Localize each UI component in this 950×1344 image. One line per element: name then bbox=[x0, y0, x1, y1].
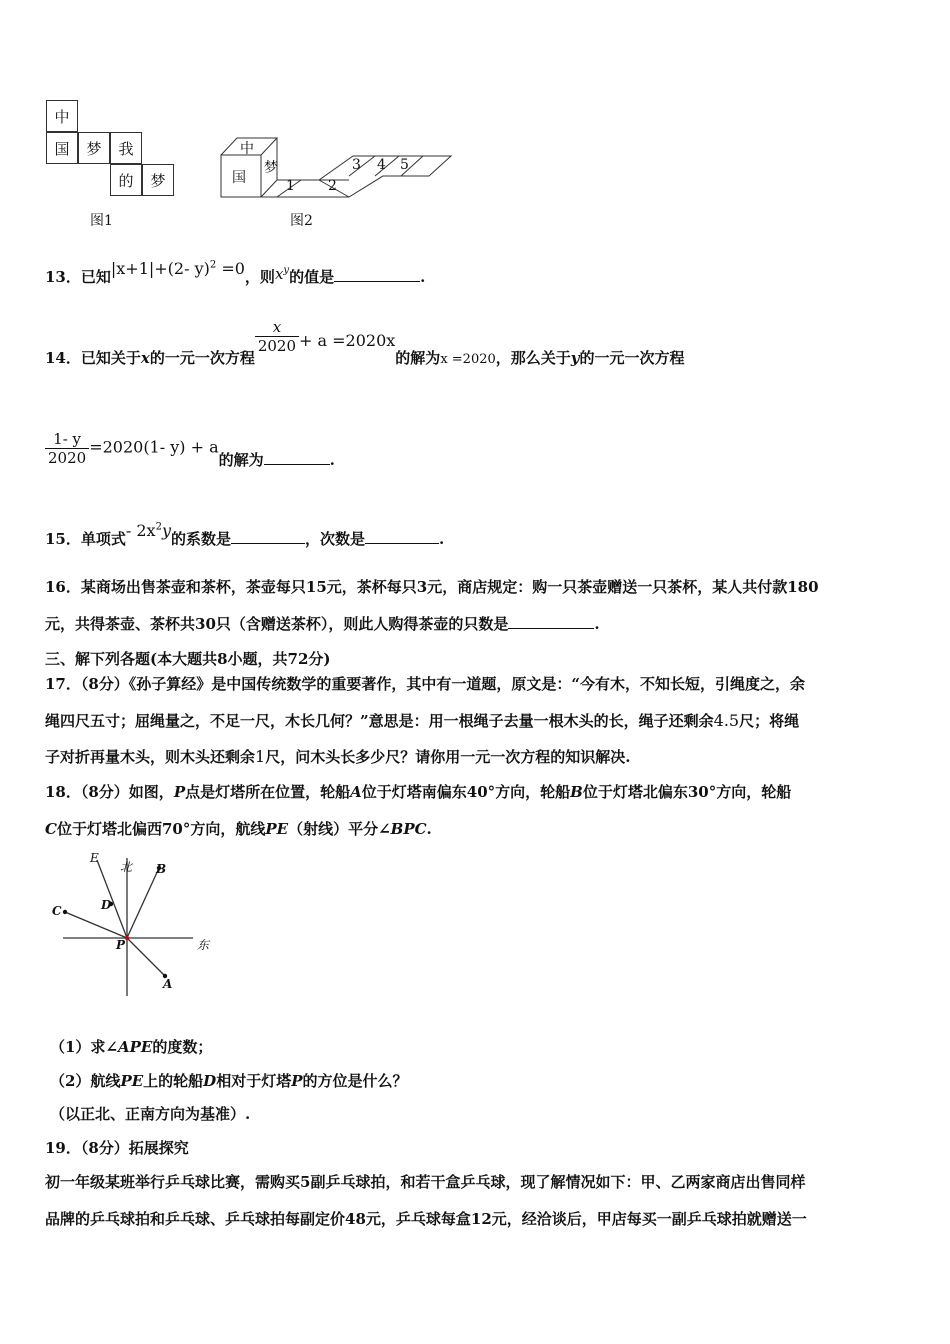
q18-sub2 bbox=[50, 1070, 408, 1091]
question-16-line1: 16．某商场出售茶壶和茶杯，茶壶每只15元，茶杯每只3元，商店规定：购一只茶壶赠送一只茶杯，某人共付款180 bbox=[45, 578, 819, 596]
fig3-drawing bbox=[55, 848, 225, 1003]
fig2-cube-label: 中 bbox=[240, 141, 254, 157]
q18-sub2-var-D: D bbox=[203, 1072, 217, 1090]
q18-var-BPC: BPC bbox=[390, 820, 427, 838]
question-14 bbox=[45, 318, 685, 367]
section-3-heading: 三、解下列各题(本大题共8小题，共72分) bbox=[45, 650, 331, 668]
fig2-number: 4 bbox=[377, 157, 386, 173]
q15-coefficient-blank[interactable] bbox=[231, 543, 305, 544]
q18-text: （射线）平分∠ bbox=[288, 820, 391, 838]
q15-mono-y: y bbox=[161, 521, 171, 540]
question-19-line2: 品牌的乒乓球拍和乒乓球、乒乓球拍每副定价48元，乒乓球每盒12元，经洽谈后，甲店每买一副乒乓球拍就赠送一 bbox=[45, 1210, 807, 1228]
q14-part3: 的解为 bbox=[395, 348, 441, 367]
q18-var-PE: PE bbox=[265, 820, 289, 838]
fig3-label-north: 北 bbox=[120, 860, 133, 874]
fig1-cell: 国 bbox=[46, 132, 78, 164]
q14-part2: 的一元一次方程 bbox=[149, 348, 255, 367]
q13-xy-sup: y bbox=[283, 265, 290, 276]
q15-mono-sup: 2 bbox=[155, 521, 162, 533]
q13-xy-base: x bbox=[274, 265, 284, 283]
q13-end: . bbox=[420, 268, 426, 286]
q14-prefix: 14．已知关于 bbox=[45, 348, 141, 367]
q17-num-4-5: 4.5 bbox=[713, 711, 740, 730]
question-14-line2 bbox=[45, 430, 335, 467]
q17-line3-a: 子对折再量木头，则木头还剩余 bbox=[45, 748, 256, 766]
question-18-line1 bbox=[45, 781, 791, 802]
fig2-caption: 图2 bbox=[290, 213, 313, 229]
q14-frac2-den: 2020 bbox=[48, 449, 87, 467]
fig2-number: 2 bbox=[328, 178, 337, 194]
q18-text: 18．（8分）如图， bbox=[45, 783, 174, 801]
q18-sub2-text: 相对于灯塔 bbox=[216, 1072, 292, 1090]
q15-monomial bbox=[126, 521, 171, 540]
q13-sup: 2 bbox=[209, 259, 217, 271]
q14-answer-blank[interactable] bbox=[264, 464, 330, 465]
q14-part6: 的解为 bbox=[218, 450, 264, 469]
question-19-title: 19．（8分）拓展探究 bbox=[45, 1139, 189, 1157]
q13-answer-blank[interactable] bbox=[334, 281, 420, 282]
question-19-line1: 初一年级某班举行乒乓球比赛，需购买5副乒乓球拍，和若干盒乒乓球，现了解情况如下：甲、乙两家商店出售同样 bbox=[45, 1173, 806, 1191]
q16-answer-blank[interactable] bbox=[508, 628, 594, 629]
q18-var-APE: APE bbox=[118, 1038, 153, 1056]
q18-sub1-text: （1）求∠ bbox=[50, 1038, 119, 1056]
q18-sub2-var-P: P bbox=[291, 1072, 303, 1090]
fig1-cell: 我 bbox=[110, 132, 142, 164]
q15-part3: ，次数是 bbox=[305, 530, 366, 548]
question-17-line1: 17．（8分）《孙子算经》是中国传统数学的重要著作，其中有一道题，原文是：“今有木，不知长短，引绳度之，余 bbox=[45, 675, 805, 693]
q18-sub1-text: 的度数； bbox=[152, 1038, 213, 1056]
q13-equation bbox=[111, 259, 245, 278]
question-17-line3 bbox=[45, 746, 630, 767]
q13-eq: =0 bbox=[216, 259, 245, 278]
q15-degree-blank[interactable] bbox=[365, 543, 439, 544]
q14-frac2-num: 1- y bbox=[45, 430, 89, 449]
q15-prefix: 15．单项式 bbox=[45, 530, 126, 548]
q14-part5: 的一元一次方程 bbox=[579, 348, 685, 367]
q15-end: . bbox=[439, 530, 445, 548]
q13-math: |x+1|+(2- y) bbox=[110, 259, 210, 278]
q18-text: . bbox=[426, 820, 432, 838]
q14-frac1-num: x bbox=[255, 318, 299, 337]
q17-line3-b: 尺，问木头长多少尺？请你用一元一次方程的知识解决. bbox=[265, 748, 631, 766]
question-13 bbox=[45, 259, 426, 287]
q18-text: 位于灯塔北偏东30°方向，轮船 bbox=[582, 783, 792, 801]
fig3-label-P: P bbox=[116, 938, 126, 952]
q18-sub2-text: （2）航线 bbox=[50, 1072, 121, 1090]
fig1-cell: 梦 bbox=[142, 164, 174, 196]
q14-end: . bbox=[329, 450, 335, 469]
q17-num-1: 1 bbox=[255, 747, 266, 766]
q14-frac1-den: 2020 bbox=[257, 337, 297, 355]
q18-sub2-var-PE: PE bbox=[120, 1072, 144, 1090]
q18-var-B: B bbox=[570, 783, 583, 801]
q18-text: 位于灯塔南偏东40°方向，轮船 bbox=[361, 783, 571, 801]
fig3-label-C: C bbox=[52, 904, 62, 918]
q17-line2-b: 尺；将绳 bbox=[739, 712, 800, 730]
fig3-label-E: E bbox=[90, 851, 99, 865]
q14-fraction-1 bbox=[255, 318, 299, 355]
q13-suffix: 的值是 bbox=[289, 268, 335, 286]
fig2-number: 1 bbox=[286, 178, 295, 194]
question-16-line2 bbox=[45, 613, 600, 634]
q13-prefix: 13．已知 bbox=[45, 268, 111, 286]
q18-var-P: P bbox=[173, 783, 186, 801]
fig1-cell: 中 bbox=[46, 100, 78, 132]
q15-part2: 的系数是 bbox=[171, 530, 232, 548]
q15-mono: - 2x bbox=[125, 521, 156, 540]
q14-part4: ，那么关于 bbox=[495, 348, 571, 367]
fig2-number: 3 bbox=[352, 157, 361, 173]
fig3-label-B: B bbox=[156, 862, 167, 876]
q16-line2-text: 元，共得茶壶、茶杯共30只（含赠送茶杯），则此人购得茶壶的只数是 bbox=[45, 615, 509, 633]
q18-sub2-text: 的方位是什么？ bbox=[302, 1072, 408, 1090]
q18-text: 点是灯塔所在位置，轮船 bbox=[185, 783, 351, 801]
q14-var-x: x bbox=[140, 348, 150, 367]
q18-text: 位于灯塔北偏西70°方向，航线 bbox=[56, 820, 266, 838]
fig2-number: 5 bbox=[400, 157, 409, 173]
q18-var-C: C bbox=[45, 820, 57, 838]
fig3-label-A: A bbox=[163, 977, 173, 991]
fig1-cell: 的 bbox=[110, 164, 142, 196]
question-17-line2 bbox=[45, 710, 799, 731]
q18-note: （以正北、正南方向为基准）. bbox=[50, 1105, 251, 1123]
fig3-label-D: D bbox=[101, 898, 112, 912]
q13-mid: ，则 bbox=[244, 268, 275, 286]
q18-sub2-text: 上的轮船 bbox=[143, 1072, 204, 1090]
fig2-cube-label: 梦 bbox=[264, 160, 278, 176]
q18-var-A: A bbox=[350, 783, 362, 801]
q13-xy bbox=[275, 265, 289, 283]
q16-end: . bbox=[594, 615, 600, 633]
question-18-line2 bbox=[45, 818, 432, 839]
fig1-caption: 图1 bbox=[90, 213, 113, 229]
q14-fraction-2 bbox=[45, 430, 89, 467]
fig3-label-east: 东 bbox=[197, 938, 210, 952]
q14-eq1-rest: + a =2020x bbox=[299, 330, 396, 350]
q14-solution: x =2020 bbox=[440, 351, 496, 367]
fig1-cell: 梦 bbox=[78, 132, 110, 164]
q14-var-y: y bbox=[570, 348, 580, 367]
question-15 bbox=[45, 520, 445, 548]
q17-line2-a: 绳四尺五寸；屈绳量之，不足一尺，木长几何？”意思是：用一根绳子去量一根木头的长，绳子还剩余 bbox=[45, 712, 714, 730]
q14-eq2-rest: =2020(1- y) + a bbox=[89, 437, 219, 457]
fig2-cube-label: 国 bbox=[232, 170, 246, 186]
q18-sub1 bbox=[50, 1036, 212, 1057]
